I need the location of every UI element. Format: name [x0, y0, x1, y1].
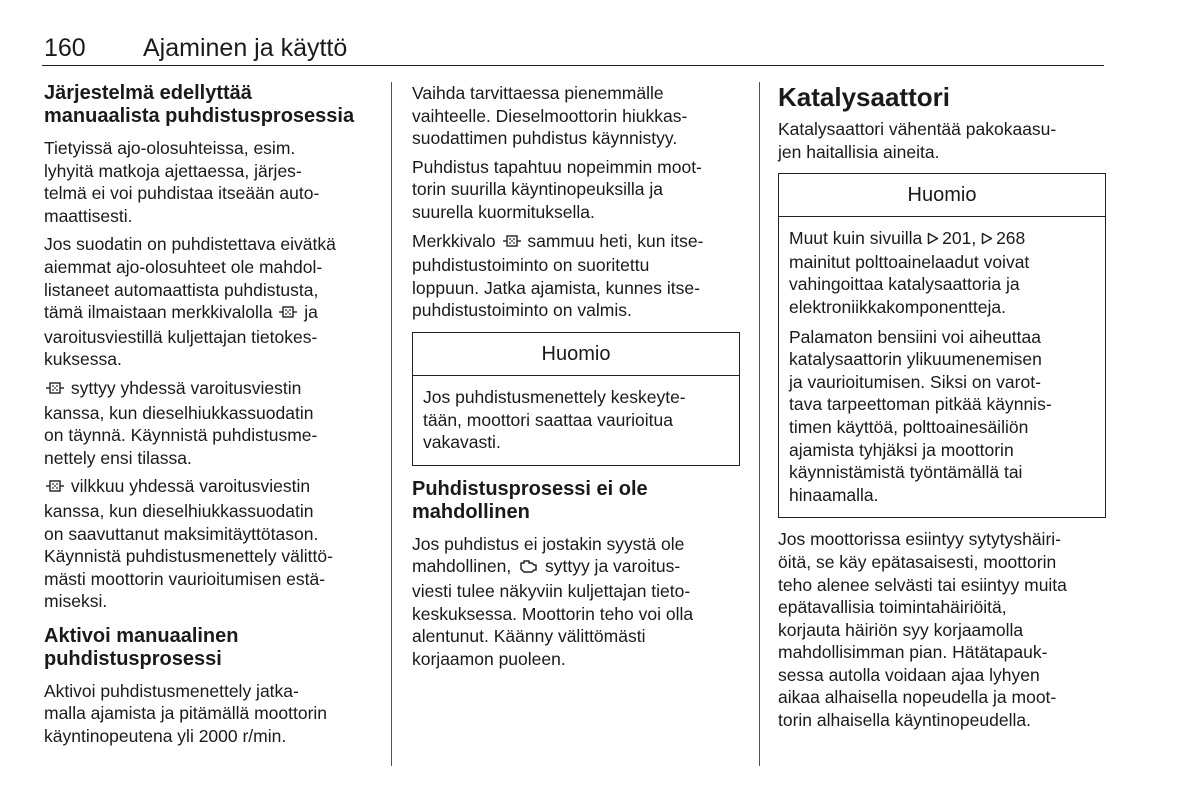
- paragraph: syttyy yhdessä varoitusviestin kanssa, kun dieselhiukkassuodatin on täynnä. Käynnistä puhdistusme- nettely ensi tilassa.: [44, 377, 318, 468]
- column-middle: [412, 82, 742, 676]
- page-header: [42, 32, 1104, 66]
- paragraph: Merkkivalo sammuu heti, kun itse- puhdistustoiminto on suoritettu loppuun. Jatka ajamista, kunnes itse- puhdistustoiminto on valmis.: [412, 230, 704, 321]
- page-reference[interactable]: 268: [996, 228, 1026, 249]
- page-number: 160: [44, 34, 86, 62]
- column-divider: [391, 82, 392, 766]
- section-heading-activate-manual-cleaning: Aktivoi manuaalinen puhdistusprosessi: [44, 624, 239, 670]
- page-reference-arrow-icon: [981, 228, 993, 251]
- paragraph: Katalysaattori vähentää pakokaasu- jen haitallisia aineita.: [778, 119, 1057, 162]
- section-heading-cleaning-not-possible: Puhdistusprosessi ei ole mahdollinen: [412, 477, 648, 523]
- column-divider: [759, 82, 760, 766]
- paragraph: Puhdistus tapahtuu nopeimmin moot- torin suurilla käyntinopeuksilla ja suurella kuormituksella.: [412, 156, 702, 222]
- notice-text: Jos puhdistusmenettely keskeyte- tään, moottori saattaa vaurioitua vakavasti.: [423, 386, 686, 453]
- notice-box: [412, 332, 740, 466]
- notice-title: Huomio: [779, 174, 1105, 217]
- section-heading-manual-cleaning-required: Järjestelmä edellyttää manuaalista puhdistusprosessia: [44, 82, 355, 127]
- paragraph: Jos moottorissa esiintyy sytytyshäiri- öitä, se käy epätasaisesti, moottorin teho alenee selvästi tai esiintyy muita epätavallisia toimintahäiriöitä, korjauta häiriön syy korjaamolla mahdollisimman pian. Hätätapauk- sessa autolla voidaan ajaa lyhyen aikaa alhaisella nopeudella ja moot- torin alhaisella käyntinopeudella.: [778, 529, 1067, 731]
- paragraph: Aktivoi puhdistusmenettely jatka- malla ajamista ja pitämällä moottorin käyntinopeutena yli 2000 r/min.: [44, 680, 328, 747]
- diesel-particle-filter-icon: [279, 303, 297, 326]
- notice-box: [778, 173, 1106, 518]
- diesel-particle-filter-icon: [46, 477, 64, 500]
- column-left: [44, 82, 374, 754]
- notice-text: Muut kuin sivuilla 201, 268 mainitut polttoainelaadut voivat vahingoittaa katalysaattoria ja elektroniikkakomponentteja.: [789, 228, 1030, 317]
- column-right: [778, 82, 1108, 738]
- notice-title: Huomio: [413, 333, 739, 376]
- paragraph: Jos suodatin on puhdistettava eivätkä aiemmat ajo-olosuhteet ole mahdol- listaneet automaattista puhdistusta, tämä ilmaistaan merkkivalolla ja varoitusviestillä kuljettajan tietokes- kuksessa.: [44, 234, 336, 370]
- notice-text: Palamaton bensiini voi aiheuttaa katalysaattorin ylikuumenemisen ja vaurioitumisen. Siksi on varot- tava tarpeettoman pitkää käynnis- timen käyttöä, polttoainesäiliön ajamista tyhjäksi ja moottorin käynnistämistä työntämällä tai hinaamalla.: [789, 326, 1052, 505]
- paragraph: Vaihda tarvittaessa pienemmälle vaihteelle. Dieselmoottorin hiukkas- suodattimen puhdistus käynnistyy.: [412, 83, 688, 149]
- check-engine-icon: [518, 557, 538, 580]
- chapter-title: Ajaminen ja käyttö: [143, 34, 348, 62]
- section-title-catalytic-converter: Katalysaattori: [778, 82, 950, 112]
- diesel-particle-filter-icon: [46, 379, 64, 402]
- paragraph: Tietyissä ajo-olosuhteissa, esim. lyhyitä matkoja ajettaessa, järjes- telmä ei voi puhdistaa itseään auto- maattisesti.: [44, 138, 320, 226]
- diesel-particle-filter-icon: [503, 232, 521, 255]
- page-reference-arrow-icon: [927, 228, 939, 251]
- page-reference[interactable]: 201: [942, 228, 972, 249]
- paragraph: vilkkuu yhdessä varoitusviestin kanssa, kun dieselhiukkassuodatin on saavuttanut maksimitäyttötason. Käynnistä puhdistusmenettely välittö- mästi moottorin vaurioitumisen estä- miseksi.: [44, 476, 333, 612]
- paragraph: Jos puhdistus ei jostakin syystä ole mahdollinen, syttyy ja varoitus- viesti tulee näkyviin kuljettajan tieto- keskuksessa. Moottorin teho voi olla alentunut. Käänny välittömästi korjaamon puoleen.: [412, 533, 694, 669]
